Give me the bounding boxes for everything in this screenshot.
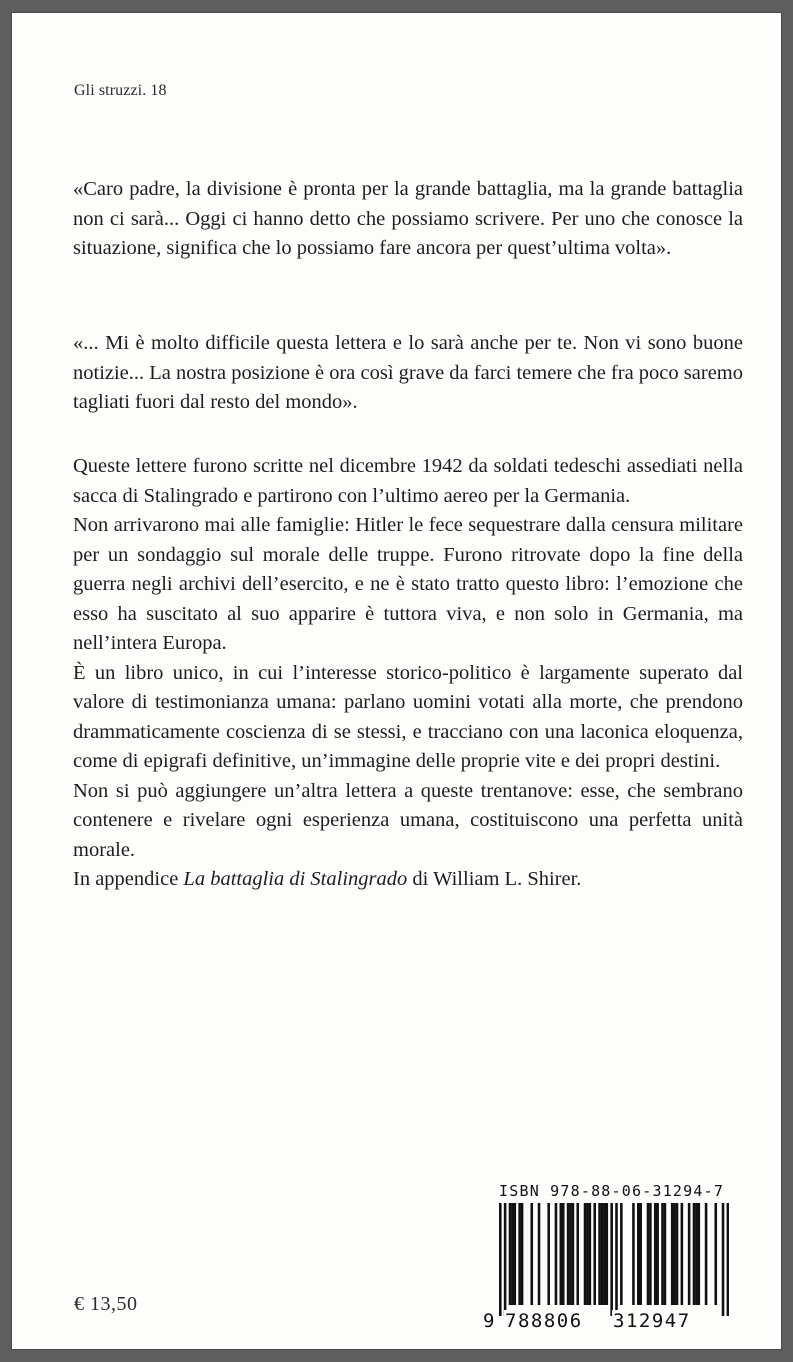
- barcode-bar: [632, 1203, 635, 1305]
- barcode-bar: [560, 1203, 563, 1305]
- barcode-bar: [538, 1203, 541, 1305]
- barcode: [499, 1203, 729, 1316]
- appendix-suffix: di William L. Shirer.: [412, 868, 582, 890]
- barcode-bar: [639, 1203, 642, 1305]
- barcode-bar: [511, 1203, 514, 1305]
- barcode-bar: [727, 1203, 729, 1316]
- barcode-bar: [499, 1203, 502, 1316]
- barcode-bar: [620, 1203, 623, 1305]
- barcode-bar: [514, 1203, 517, 1305]
- barcode-bar: [606, 1203, 609, 1305]
- barcode-bar: [714, 1203, 717, 1305]
- barcode-digits: [482, 1310, 742, 1340]
- barcode-bar: [649, 1203, 652, 1305]
- barcode-bar: [601, 1203, 604, 1305]
- barcode-bar: [647, 1203, 650, 1305]
- description-paragraph: È un libro unico, in cui l’interesse storico-politico è largamente superato dal valore di testimonianza umana: parlano uomini votati alla morte, che prendono drammaticamente coscienza di se stessi, e tracciano con una laconica eloquenza, come di epigrafi definitive, un’immagine delle proprie vite e dei propri destini.: [73, 661, 743, 772]
- appendix-prefix: In appendice: [73, 868, 179, 890]
- barcode-bar: [518, 1203, 521, 1305]
- barcode-bar: [615, 1203, 618, 1316]
- barcode-bar: [576, 1203, 579, 1305]
- barcode-bar: [562, 1203, 565, 1305]
- quote-2-text: «... Mi è molto difficile questa lettera e lo sarà anche per te. Non vi sono buone notizie... La nostra posizione è ora così grave da farci temere che fra poco saremo tagliati fuori dal resto del mondo».: [73, 332, 743, 413]
- series-line: Gli struzzi. 18: [74, 82, 167, 99]
- barcode-bar: [656, 1203, 659, 1305]
- description-paragraph: Non arrivarono mai alle famiglie: Hitler le fece sequestrare dalla censura militare per un sondaggio sul morale delle truppe. Furono ritrovate dopo la fine della guerra negli archivi dell’esercito, e ne è stato tratto questo libro: l’emozione che esso ha suscitato al suo apparire è tuttora viva, e non solo in Germania, ma nell’intera Europa.: [73, 514, 743, 654]
- description-paragraph: Non si può aggiungere un’altra lettera a queste trentanove: esse, che sembrano contenere e rivelare ogni esperienza umana, costituiscono una perfetta unità morale.: [73, 779, 743, 861]
- barcode-first-digit: 9: [483, 1310, 495, 1332]
- barcode-bar: [504, 1203, 507, 1316]
- barcode-bar: [572, 1203, 575, 1305]
- description: [73, 452, 743, 895]
- barcode-bar: [547, 1203, 550, 1305]
- quote-2: [73, 329, 743, 418]
- quote-1-text: «Caro padre, la divisione è pronta per la grande battaglia, ma la grande battaglia non ci sarà... Oggi ci hanno detto che possiamo scrivere. Per uno che conosce la situazione, significa che lo possiamo fare ancora per quest’ultima volta».: [73, 178, 743, 259]
- barcode-bar: [664, 1203, 667, 1305]
- barcode-bar: [569, 1203, 572, 1305]
- barcode-bar: [698, 1203, 701, 1305]
- barcode-bar: [671, 1203, 674, 1305]
- barcode-bar: [695, 1203, 698, 1305]
- barcode-bar: [654, 1203, 657, 1305]
- barcode-bar: [681, 1203, 684, 1305]
- barcode-left-digits: 788806: [505, 1310, 583, 1332]
- barcode-bar: [722, 1203, 725, 1316]
- quote-1: [73, 175, 743, 264]
- barcode-bar: [693, 1203, 696, 1305]
- barcode-bar: [676, 1203, 679, 1305]
- barcode-bar: [589, 1203, 592, 1305]
- barcode-bar: [521, 1203, 524, 1305]
- barcode-bar: [673, 1203, 676, 1305]
- barcode-bar: [610, 1203, 613, 1316]
- appendix-line: [73, 865, 743, 895]
- isbn-label: ISBN 978-88-06-31294-7: [499, 1182, 725, 1200]
- barcode-bar: [555, 1203, 558, 1305]
- barcode-bar: [688, 1203, 691, 1305]
- barcode-bar: [584, 1203, 587, 1305]
- barcode-bar: [603, 1203, 606, 1305]
- barcode-bar: [598, 1203, 601, 1305]
- barcode-bar: [509, 1203, 512, 1305]
- description-paragraph: Queste lettere furono scritte nel dicembre 1942 da soldati tedeschi assediati nella sacca di Stalingrado e partirono con l’ultimo aereo per la Germania.: [73, 455, 743, 507]
- appendix-title: La battaglia di Stalingrado: [183, 868, 408, 890]
- barcode-bar: [593, 1203, 596, 1305]
- price: € 13,50: [74, 1293, 138, 1315]
- barcode-bar: [530, 1203, 533, 1305]
- barcode-right-digits: 312947: [613, 1310, 691, 1332]
- barcode-bar: [567, 1203, 570, 1305]
- barcode-bar: [661, 1203, 664, 1305]
- barcode-bar: [586, 1203, 589, 1305]
- barcode-bar: [705, 1203, 708, 1305]
- book-back-cover: [12, 13, 781, 1349]
- barcode-bar: [637, 1203, 640, 1305]
